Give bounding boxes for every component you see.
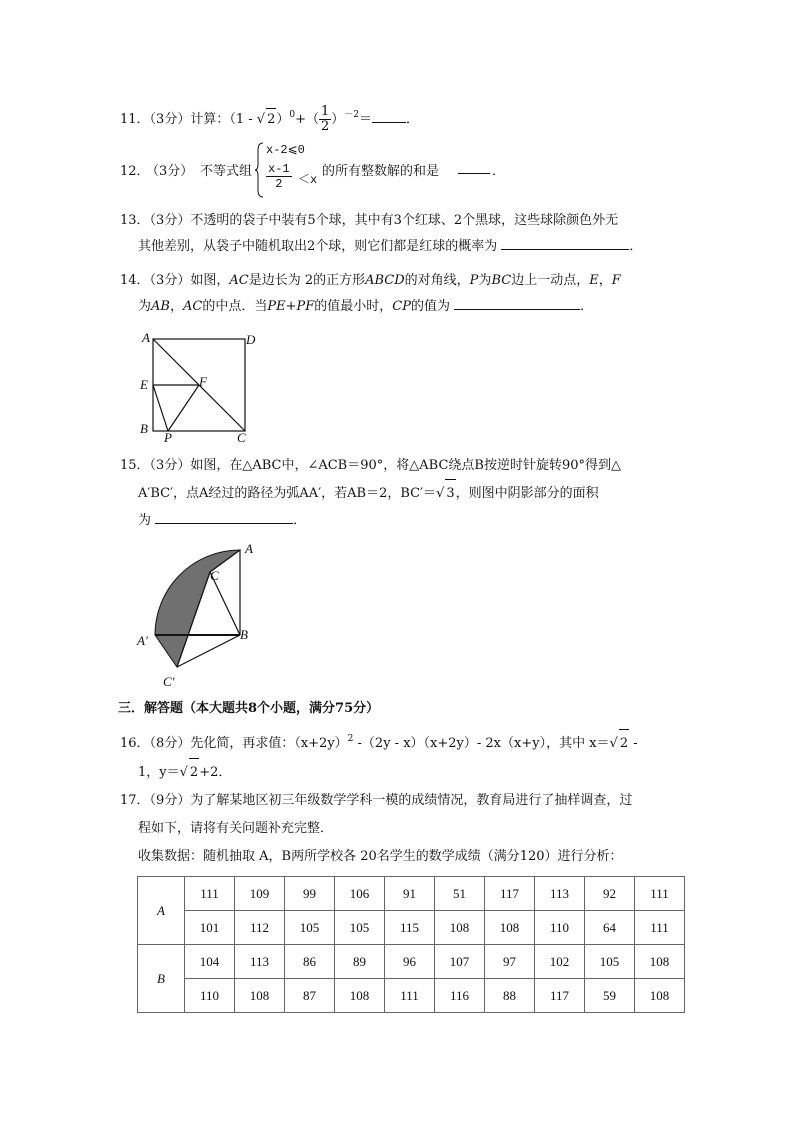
question-text: 为: [478, 273, 492, 288]
table-row: [138, 911, 685, 945]
question-text: 收集数据：随机抽取 A，B两所学校各 20名学生的数学成绩（满分120）进行分析：: [138, 849, 623, 864]
table-row: [138, 877, 685, 911]
table-cell: 113: [535, 877, 585, 911]
table-cell: 109: [235, 877, 285, 911]
vertex-label-a: A: [142, 330, 150, 345]
question-number: 13．: [120, 213, 150, 228]
sqrt-sign: √: [436, 486, 445, 501]
table-cell: 112: [235, 911, 285, 945]
fraction-denominator: 2: [321, 119, 330, 134]
question-number: 12．: [120, 164, 150, 179]
table-cell: 117: [535, 979, 585, 1013]
table-cell: 110: [185, 979, 235, 1013]
question-text: 如图，: [190, 273, 230, 288]
question-14: [120, 268, 621, 320]
vertex-label-c-prime: C′: [163, 674, 175, 689]
table-cell: 108: [435, 911, 485, 945]
exponent: －2: [344, 110, 360, 120]
table-cell: 96: [385, 945, 435, 979]
brace-icon: [254, 142, 264, 198]
table-cell: 104: [185, 945, 235, 979]
table-cell: 107: [435, 945, 485, 979]
question-score: （3分）: [149, 112, 191, 127]
question-text: 程如下，请将有关问题补充完整．: [138, 821, 334, 836]
question-text: -（2y - x）（x+2y）- 2x（x+y），其中 x＝: [353, 736, 610, 751]
question-number: 17．: [120, 793, 150, 808]
scores-table: [137, 876, 685, 1013]
question-text: +（: [295, 112, 319, 127]
segment-pf: [168, 385, 199, 431]
table-cell: 108: [335, 979, 385, 1013]
sqrt-radicand: 3: [445, 479, 455, 507]
math-var: BC: [491, 273, 512, 288]
school-label-b: B: [138, 945, 185, 1013]
sqrt-radicand: 2: [619, 729, 629, 758]
exponent: 0: [289, 110, 296, 120]
table-cell: 108: [235, 979, 285, 1013]
table-cell: 92: [585, 877, 635, 911]
math-var: AC: [182, 299, 203, 314]
question-text: 不等式组: [200, 164, 253, 179]
answer-blank[interactable]: [454, 297, 580, 310]
question-16: [120, 725, 638, 787]
vertex-label-b: B: [240, 627, 248, 642]
table-cell: 111: [635, 911, 685, 945]
table-cell: 86: [285, 945, 335, 979]
question-text: 先化简，再求值：（x+2y）: [190, 736, 348, 751]
table-cell: 87: [285, 979, 335, 1013]
table-cell: 111: [185, 877, 235, 911]
question-text: 为了解某地区初三年级数学学科一模的成绩情况，教育局进行了抽样调查，过: [190, 793, 633, 808]
question-text: A′BC′，点A经过的路径为弧AA′，若AB＝2，BC′＝: [138, 486, 437, 501]
table-cell: 110: [535, 911, 585, 945]
vertex-label-b: B: [140, 421, 148, 436]
table-cell: 51: [435, 877, 485, 911]
table-row: [138, 979, 685, 1013]
question-text: ）: [331, 112, 345, 127]
math-var: CP: [392, 299, 411, 314]
math-var: E: [589, 273, 599, 288]
question-text: +2．: [199, 765, 232, 780]
question-text: 为: [138, 299, 152, 314]
table-cell: 99: [285, 877, 335, 911]
question-number: 14．: [120, 273, 150, 288]
table-cell: 113: [235, 945, 285, 979]
answer-blank[interactable]: [155, 511, 293, 524]
table-cell: 101: [185, 911, 235, 945]
inequality-2-rest: ＜x: [298, 173, 318, 187]
table-cell: 59: [585, 979, 635, 1013]
fraction: [266, 162, 292, 191]
table-cell: 108: [635, 945, 685, 979]
math-var: AB: [151, 299, 170, 314]
question-text: ）: [276, 112, 290, 127]
table-cell: 102: [535, 945, 585, 979]
sqrt-sign: √: [256, 112, 266, 127]
table-cell: 106: [335, 877, 385, 911]
question-text: 其他差别，从袋子中随机取出2个球，则它们都是红球的概率为: [138, 239, 498, 254]
question-text: 的值为: [410, 299, 450, 314]
table-cell: 91: [385, 877, 435, 911]
vertex-label-d: D: [246, 332, 256, 347]
question-text: 不透明的袋子中装有5个球，其中有3个红球、2个黑球，这些球除颜色外无: [190, 213, 619, 228]
exponent: 2: [347, 734, 354, 744]
math-var: PE+PF: [267, 299, 315, 314]
vertex-label-c: C: [237, 430, 246, 445]
fraction-numerator: 1: [321, 104, 330, 119]
question-score: （3分）: [149, 458, 191, 473]
table-cell: 105: [285, 911, 335, 945]
point-label-p: P: [164, 430, 172, 445]
question-17: [120, 787, 632, 871]
point-label-f: F: [199, 374, 207, 389]
question-text: 为: [138, 513, 152, 528]
math-var: ABCD: [365, 273, 405, 288]
fraction-numerator: x-1: [268, 162, 290, 176]
question-text: 是边长为 2的正方形: [248, 273, 366, 288]
question-score: （3分）: [149, 213, 191, 228]
question-number: 11．: [120, 112, 150, 127]
question-text: ，则图中阴影部分的面积: [455, 486, 599, 501]
question-number: 15．: [120, 458, 150, 473]
table-cell: 111: [385, 979, 435, 1013]
math-var: F: [611, 273, 621, 288]
question-score: （9分）: [149, 793, 191, 808]
question-text: ，: [169, 299, 183, 314]
table-cell: 88: [485, 979, 535, 1013]
question-text: 边上一动点，: [511, 273, 590, 288]
point-label-e: E: [140, 377, 148, 392]
school-label-a: A: [138, 877, 185, 945]
table-cell: 97: [485, 945, 535, 979]
table-cell: 108: [635, 979, 685, 1013]
question-text: ，: [598, 273, 612, 288]
question-text: 的对角线，: [404, 273, 470, 288]
table-cell: 105: [335, 911, 385, 945]
question-number: 16．: [120, 736, 150, 751]
question-end: ．: [293, 513, 307, 528]
vertex-label-a-prime: A′: [137, 633, 148, 648]
question-end: ．: [492, 164, 506, 179]
math-var: P: [469, 273, 479, 288]
question-13: [120, 208, 642, 260]
question-text: 的值最小时，: [314, 299, 393, 314]
math-var: AC: [229, 273, 249, 288]
table-cell: 117: [485, 877, 535, 911]
question-score: （3分）: [146, 164, 194, 179]
question-text: 如图，在△ABC中，∠ACB＝90°，将△ABC绕点B按逆时针旋转90°得到△: [190, 458, 621, 473]
question-text: 计算：（1 -: [190, 112, 257, 127]
question-end: ．: [406, 112, 420, 127]
table-cell: 116: [435, 979, 485, 1013]
table-cell: 64: [585, 911, 635, 945]
answer-blank[interactable]: [372, 110, 406, 123]
question-score: （8分）: [149, 736, 191, 751]
question-text: 的中点．当: [202, 299, 268, 314]
table-cell: 105: [585, 945, 635, 979]
inequality-1: x-2⩽0: [266, 143, 305, 157]
sqrt-sign: √: [609, 736, 618, 751]
section-heading: 三．解答题（本大题共8个小题，满分75分）: [118, 701, 380, 716]
table-cell: 115: [385, 911, 435, 945]
vertex-label-a: A: [245, 541, 253, 556]
answer-blank[interactable]: [458, 161, 490, 174]
question-text: 1，y＝: [138, 765, 180, 780]
sqrt-sign: √: [179, 765, 188, 780]
square-figure: [136, 330, 266, 446]
question-15: [120, 452, 621, 534]
question-text: ＝: [359, 112, 373, 127]
table-cell: 111: [635, 877, 685, 911]
fraction: [319, 105, 331, 134]
table-cell: 89: [335, 945, 385, 979]
question-11: [120, 104, 419, 134]
fraction-denominator: 2: [275, 177, 283, 191]
rotation-figure: [132, 540, 272, 692]
answer-blank[interactable]: [501, 237, 629, 250]
sqrt-radicand: 2: [189, 758, 199, 787]
question-end: ．: [629, 239, 643, 254]
question-end: ．: [580, 299, 594, 314]
table-cell: 108: [485, 911, 535, 945]
question-text: 的所有整数解的和是: [322, 164, 440, 179]
vertex-label-c: C: [210, 568, 219, 583]
question-text: -: [629, 736, 638, 751]
question-score: （3分）: [149, 273, 191, 288]
segment-ep: [153, 385, 168, 431]
sqrt-radicand: 2: [266, 108, 276, 131]
table-row: [138, 945, 685, 979]
